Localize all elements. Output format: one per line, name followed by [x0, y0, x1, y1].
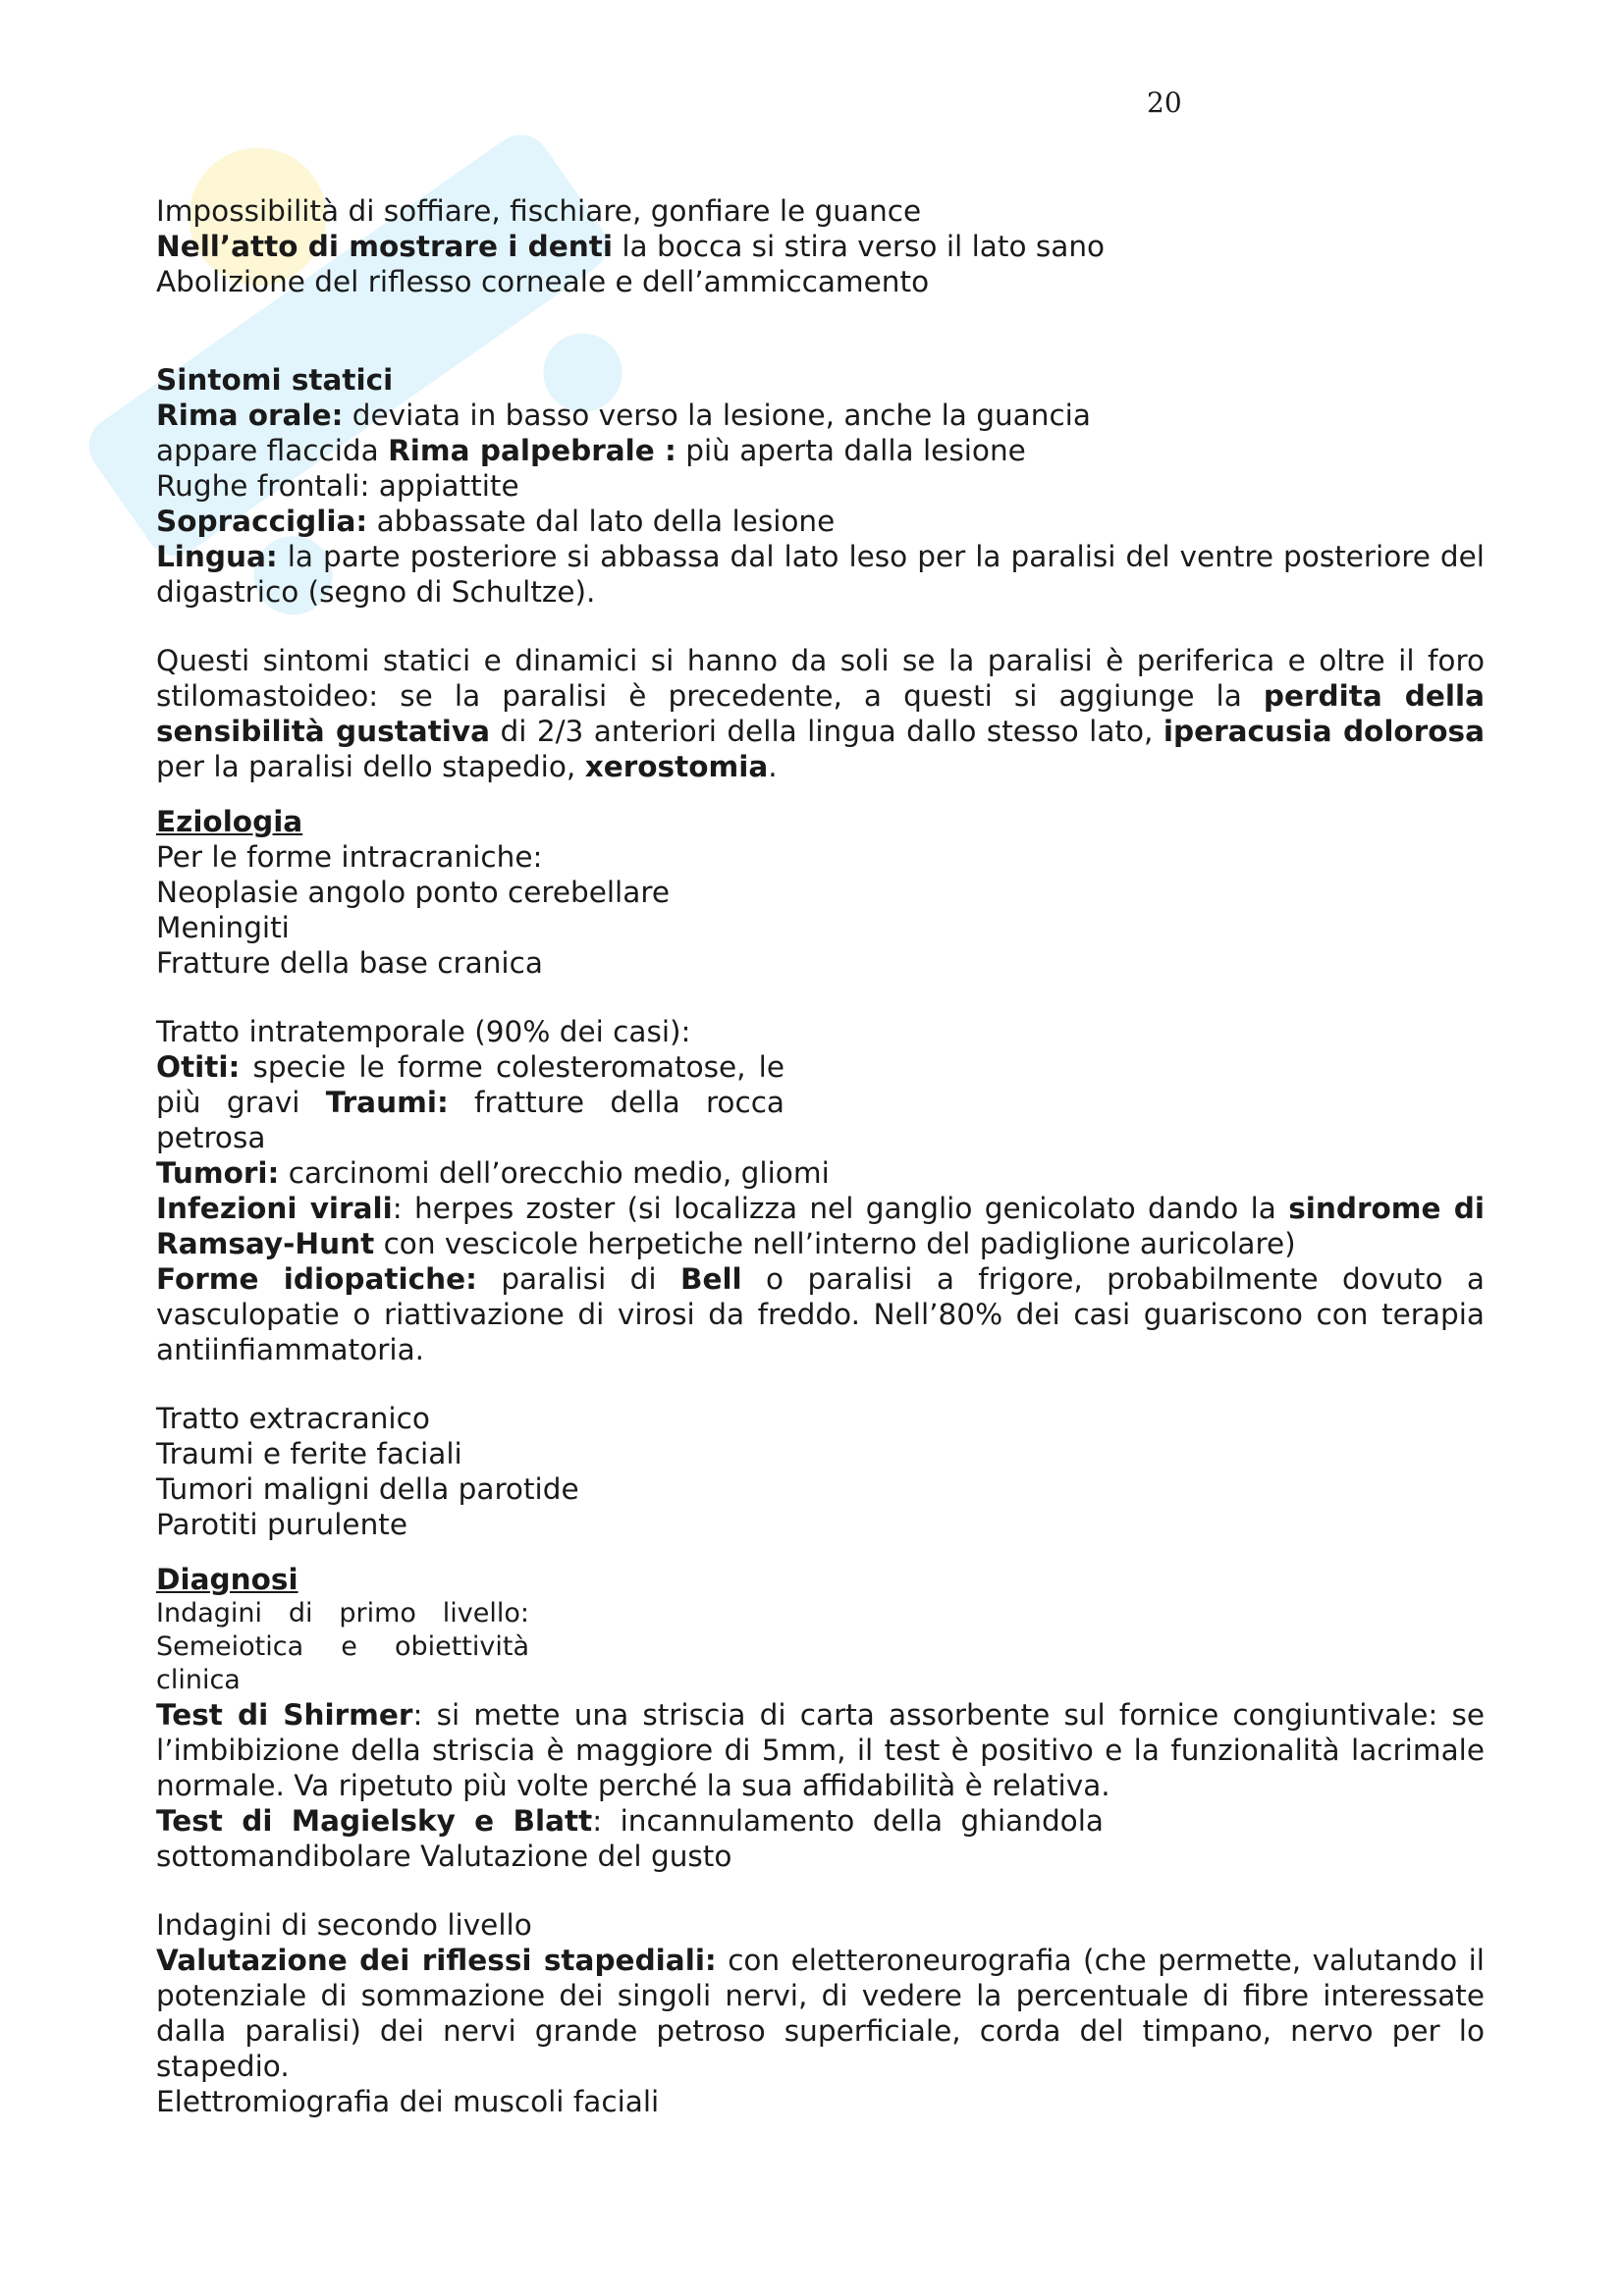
list-item: Parotiti purulente: [156, 1508, 407, 1541]
infezioni-paragraph: Infezioni virali: herpes zoster (si localizza nel ganglio genicolato dando la sindrome di Ramsay-Hunt con vescicole herpetiche nell’interno del padiglione auricolare): [156, 1192, 1485, 1260]
extracranico-heading: Tratto extracranico: [156, 1402, 430, 1435]
forme-idiopatiche-paragraph: Forme idiopatiche: paralisi di Bell o paralisi a frigore, probabilmente dovuto a vasculopatie o riattivazione di virosi da freddo. Nell’80% dei casi guariscono con terapia antiinfiammatoria.: [156, 1262, 1485, 1366]
lingua-paragraph: Lingua: la parte posteriore si abbassa dal lato leso per la paralisi del ventre posteriore del digastrico (segno di Schultze).: [156, 540, 1485, 609]
tumori-line: Tumori: carcinomi dell’orecchio medio, gliomi: [156, 1156, 830, 1190]
sottomandibolare-line: sottomandibolare Valutazione del gusto: [156, 1840, 732, 1873]
section-heading-static: Sintomi statici: [156, 363, 394, 397]
section-heading-diagnosi: Diagnosi: [156, 1563, 298, 1596]
list-item: Traumi e ferite faciali: [156, 1437, 462, 1470]
shirmer-paragraph: Test di Shirmer: si mette una striscia di carta assorbente sul fornice congiuntivale: se l’imbibizione della striscia è maggiore di 5mm, il test è positivo e la funzionalità lacrimale normale. Va ripetuto più volte perché la sua affidabilità è relativa.: [156, 1698, 1485, 1802]
rima-orale-line: Rima orale: deviata in basso verso la lesione, anche la guancia: [156, 399, 1091, 432]
elettromiografia-line: Elettromiografia dei muscoli faciali: [156, 2085, 660, 2118]
magielsky-line: Test di Magielsky e Blatt: incannulamento della ghiandola: [156, 1804, 1104, 1838]
list-item: Per le forme intracraniche:: [156, 840, 543, 874]
symptom-line: Impossibilità di soffiare, fischiare, gonfiare le guance: [156, 194, 922, 228]
indagini-primo-livello: Indagini di primo livello:: [156, 1598, 529, 1629]
list-item: Tumori maligni della parotide: [156, 1472, 579, 1506]
document-body: [156, 193, 1485, 2119]
petrosa-line: petrosa: [156, 1121, 266, 1154]
bold-term: Nell’atto di mostrare i denti: [156, 230, 613, 263]
paralysis-paragraph: Questi sintomi statici e dinamici si hanno da soli se la paralisi è periferica e oltre il foro stilomastoideo: se la paralisi è precedente, a questi si aggiunge la perdita della sensibilità gustativa di 2/3 anteriori della lingua dallo stesso lato, iperacusia dolorosa per la paralisi dello stapedio, xerostomia.: [156, 644, 1485, 783]
clinica-line: clinica: [156, 1665, 241, 1695]
list-item: Neoplasie angolo ponto cerebellare: [156, 876, 670, 909]
riflessi-paragraph: Valutazione dei riflessi stapediali: con eletteroneurografia (che permette, valutando il potenziale di sommazione dei singoli nervi, di vedere la percentuale di fibre interessate dalla paralisi) dei nervi grande petroso superficiale, corda del timpano, nervo per lo stapedio.: [156, 1944, 1485, 2083]
sopracciglia-line: Sopracciglia: abbassate dal lato della lesione: [156, 505, 836, 538]
traumi-line: più gravi Traumi: fratture della rocca: [156, 1086, 784, 1119]
otiti-line: Otiti: specie le forme colesteromatose, le: [156, 1050, 784, 1084]
symptom-line: Abolizione del riflesso corneale e dell’ammiccamento: [156, 265, 930, 298]
semeiotica-line: Semeiotica e obiettività: [156, 1631, 529, 1662]
list-item: Meningiti: [156, 911, 290, 944]
intratemporale-heading: Tratto intratemporale (90% dei casi):: [156, 1015, 691, 1048]
rughe-line: Rughe frontali: appiattite: [156, 469, 519, 503]
symptom-line: Nell’atto di mostrare i denti la bocca si stira verso il lato sano: [156, 230, 1106, 263]
page-number: 20: [1147, 86, 1182, 119]
rima-palpebrale-line: appare flaccida Rima palpebrale : più aperta dalla lesione: [156, 434, 1026, 467]
section-heading-eziologia: Eziologia: [156, 805, 303, 838]
indagini-secondo-livello: Indagini di secondo livello: [156, 1908, 532, 1942]
list-item: Fratture della base cranica: [156, 946, 543, 980]
